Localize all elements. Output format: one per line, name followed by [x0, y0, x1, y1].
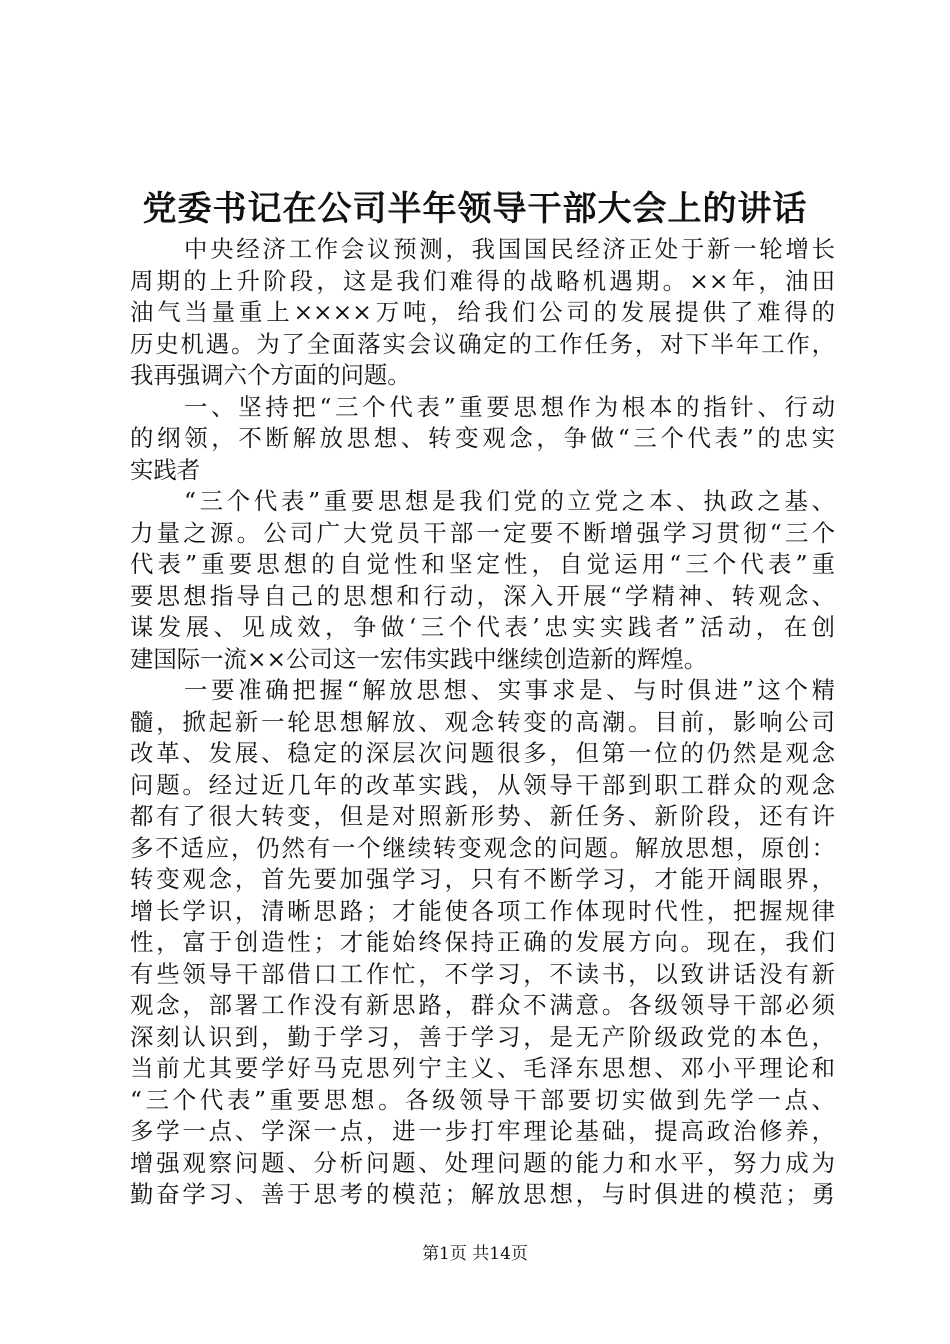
body-line: 深刻认识到，勤于学习，善于学习，是无产阶级政党的本色，: [130, 1022, 835, 1051]
body-line: 都有了很大转变，但是对照新形势、新任务、新阶段，还有许: [130, 802, 835, 830]
body-line: 性，富于创造性；才能始终保持正确的发展方向。现在，我们: [130, 928, 835, 956]
body-line: 的纲领，不断解放思想、转变观念，争做“三个代表”的忠实: [130, 424, 835, 452]
body-line: 当前尤其要学好马克思列宁主义、毛泽东思想、邓小平理论和: [130, 1054, 835, 1082]
document-body: [130, 234, 835, 1211]
document-title: 党委书记在公司半年领导干部大会上的讲话: [142, 189, 808, 229]
body-line: 建国际一流××公司这一宏伟实践中继续创造新的辉煌。: [130, 644, 708, 673]
body-line: “三个代表”重要思想是我们党的立党之本、执政之基、: [184, 487, 835, 515]
body-line: 髓，掀起新一轮思想解放、观念转变的高潮。目前，影响公司: [130, 707, 835, 736]
body-line: 实践者: [130, 455, 201, 484]
body-line: 增强观察问题、分析问题、处理问题的能力和水平，努力成为: [130, 1148, 835, 1177]
body-line: 代表”重要思想的自觉性和坚定性，自觉运用“三个代表”重: [130, 550, 835, 578]
body-line: 周期的上升阶段，这是我们难得的战略机遇期。××年，油田: [130, 266, 835, 295]
page-number-footer: 第1页 共14页: [422, 1244, 528, 1264]
body-line: 多学一点、学深一点，进一步打牢理论基础，提高政治修养，: [130, 1117, 835, 1145]
body-line: 观念，部署工作没有新思路，群众不满意。各级领导干部必须: [130, 991, 835, 1019]
body-line: 勤奋学习、善于思考的模范；解放思想，与时俱进的模范；勇: [130, 1180, 835, 1208]
body-line: 我再强调六个方面的问题。: [130, 361, 411, 389]
body-line: 力量之源。公司广大党员干部一定要不断增强学习贯彻“三个: [130, 518, 835, 547]
body-line: 要思想指导自己的思想和行动，深入开展“学精神、转观念、: [130, 581, 835, 610]
body-line: 有些领导干部借口工作忙，不学习，不读书，以致讲话没有新: [130, 959, 835, 988]
body-line: 多不适应，仍然有一个继续转变观念的问题。解放思想，原创：: [130, 833, 835, 862]
body-line: 历史机遇。为了全面落实会议确定的工作任务，对下半年工作，: [130, 329, 835, 358]
body-line: 中央经济工作会议预测，我国国民经济正处于新一轮增长: [184, 235, 835, 263]
body-line: “三个代表”重要思想。各级领导干部要切实做到先学一点、: [130, 1085, 835, 1114]
body-line: 问题。经过近几年的改革实践，从领导干部到职工群众的观念: [130, 770, 835, 799]
body-line: 油气当量重上××××万吨，给我们公司的发展提供了难得的: [130, 298, 835, 326]
body-line: 一、坚持把“三个代表”重要思想作为根本的指针、行动: [184, 392, 835, 421]
body-line: 增长学识，清晰思路；才能使各项工作体现时代性，把握规律: [130, 896, 835, 925]
body-line: 谋发展、见成效，争做‘三个代表’忠实实践者”活动，在创: [130, 613, 835, 641]
body-line: 一要准确把握“解放思想、实事求是、与时俱进”这个精: [184, 676, 835, 704]
body-line: 转变观念，首先要加强学习，只有不断学习，才能开阔眼界，: [130, 865, 835, 893]
body-line: 改革、发展、稳定的深层次问题很多，但第一位的仍然是观念: [130, 739, 835, 767]
